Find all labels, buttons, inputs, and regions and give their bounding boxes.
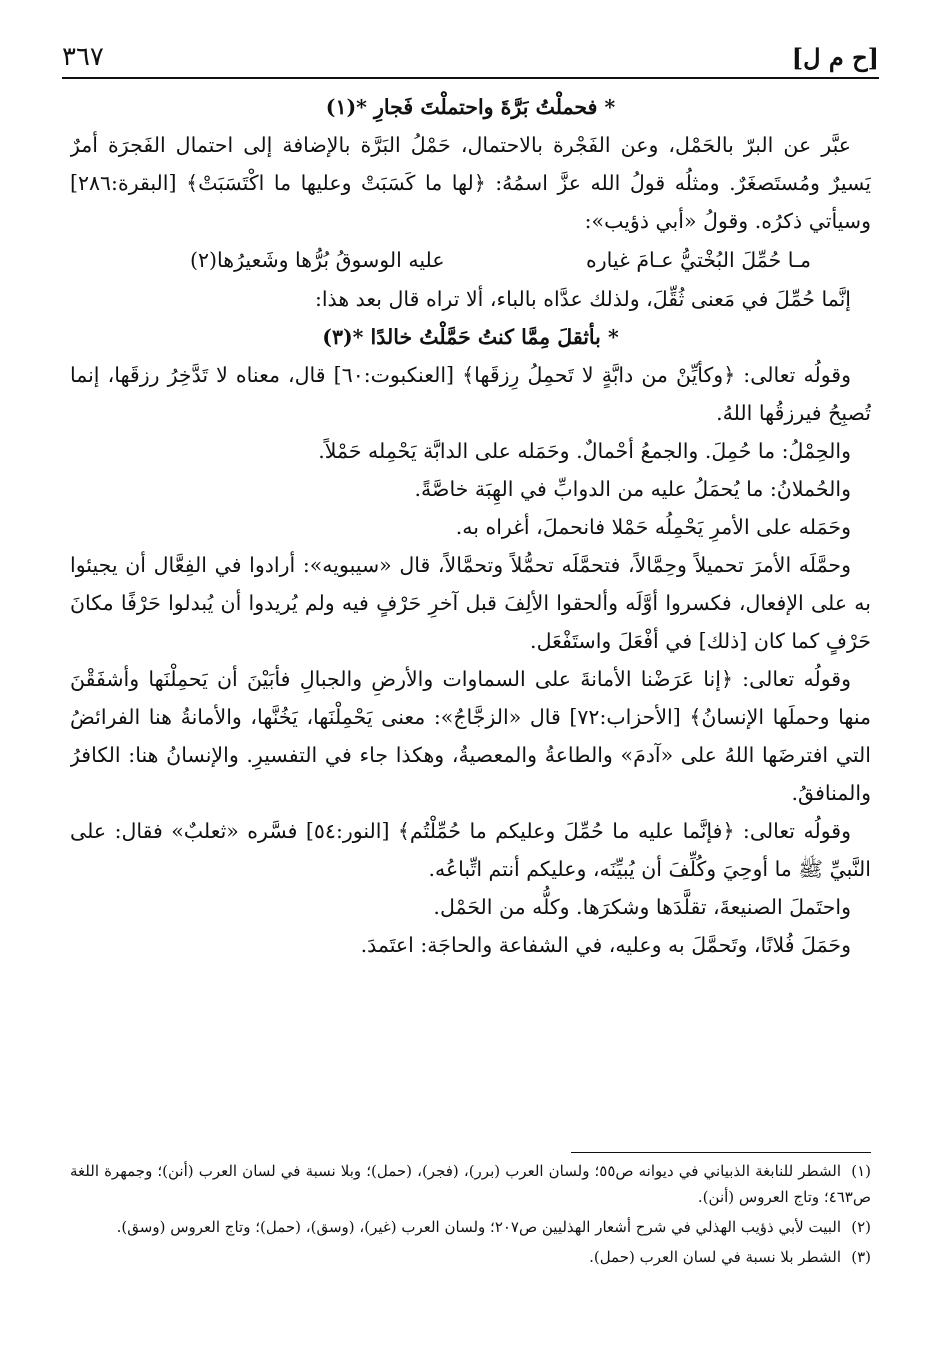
footnote-number: (٢) [851,1218,871,1236]
paragraph: وقولُه تعالى: ﴿وكأيِّنْ من دابَّةٍ لا تَحمِلُ رِزقَها﴾ [العنكبوت:٦٠] قال، معناه لا تَدَّخِرُ رزقَها، إنما تُصبِحُ فيرزقُها اللهُ. [70,363,871,425]
verse-second-hemistich: عليه الوسوقُ بُرُّها وشَعيرُها(٢) [190,248,445,272]
footnotes [70,1158,871,1338]
page-number: ٣٦٧ [62,42,104,72]
poetic-citation-3: * بأثقلَ مِمَّا كنتُ حَمَّلْتُ خالدًا *(٣) [322,325,619,349]
footnote-text: البيت لأبي ذؤيب الهذلي في شرح أشعار الهذليين ص٢٠٧؛ ولسان العرب (غير)، (وسق)، (حمل)؛ وتاج العروس (وسق). [116,1218,841,1236]
header-rule [62,77,879,79]
paragraph: وحَمَله على الأمرِ يَحْمِلُه حَمْلا فانحملَ، أغراه به. [455,515,851,539]
footnote-number: (٣) [851,1248,871,1266]
paragraph: واحتَملَ الصنيعةَ، تقلَّدَها وشكرَها. وكلُّه من الحَمْل. [433,895,851,919]
footnote-number: (١) [851,1162,871,1180]
footnote [70,1158,871,1210]
footnote-rule [571,1152,871,1153]
paragraph: وقولُه تعالى: ﴿إنا عَرَضْنا الأمانةَ على السماوات والأرضِ والجبالِ فأبَيْنَ أن يَحمِلْنَها وأشفَقْنَ منها وحملَها الإنسانُ﴾ [الأحزاب:٧٢] قال «الزجَّاجُ»: معنى يَحْمِلْنَها، يَخُنَّها، والأمانةُ هنا الفرائضُ التي افترضَها اللهُ على «آدمَ» والطاعةُ والمعصيةُ، وهكذا جاء في التفسيرِ. والإنسانُ هنا: الكافرُ والمنافقُ. [70,667,871,805]
paragraph: وحمَّلَه الأمرَ تحميلاً وحِمَّالاً، فتحمَّلَه تحمُّلاً وتحمَّالاً، قال «سيبويه»: أرادوا في الفِعَّال أن يجيئوا به على الإفعال، فكسروا أوَّلَه وألحقوا الألِفَ قبل آخرِ حَرْفٍ فيه ولم يُريدوا أن يُبدلوا حَرْفًا مكانَ حَرْفٍ كما كان [ذلك] في أفْعَلَ واستَفْعَل. [70,553,871,653]
paragraph: وحَمَلَ فُلانًا، وتَحمَّلَ به وعليه، في الشفاعة والحاجَة: اعتَمدَ. [360,933,851,957]
footnote [70,1214,871,1240]
footnote [70,1244,871,1270]
paragraph: والحِمْلُ: ما حُمِلَ. والجمعُ أحْمالٌ. وحَمَله على الدابَّة يَحْمِله حَمْلاً. [318,439,851,463]
main-text [70,88,871,1153]
footnote-text: الشطر بلا نسبة في لسان العرب (حمل). [589,1248,841,1266]
running-head [62,28,879,70]
poetic-citation-1: * فحملْتُ بَرَّةَ واحتملْتَ فَجارِ *(١) [325,95,616,119]
verse-first-hemistich: مـا حُمِّلَ البُخْتيُّ عـامَ غياره [586,248,811,272]
paragraph: إنَّما حُمِّلَ في مَعنى ثُقِّلَ، ولذلك عدَّاه بالباء، ألا تراه قال بعد هذا: [314,287,851,311]
paragraph: والحُملانُ: ما يُحمَلُ عليه من الدوابِّ في الهِبَة خاصَّةً. [414,477,851,501]
paragraph: عبَّر عن البرّ بالحَمْل، وعن الفَجْرة بالاحتمال، حَمْلُ البَرَّة بالإضافة إلى احتمال الفَجرَة أمرٌ يَسيرٌ ومُستَصغَرٌ. ومثلُه قولُ الله عزَّ اسمُهُ: ﴿لها ما كَسَبَتْ وعليها ما اكْتَسَبَتْ﴾ [البقرة:٢٨٦] وسيأتي ذكرُه. وقولُ «أبي ذؤيب»: [70,133,871,233]
poetry-verse [70,240,871,280]
paragraph: وقولُه تعالى: ﴿فإنَّما عليه ما حُمِّلَ وعليكم ما حُمِّلْتُم﴾ [النور:٥٤] فسَّره «ثعلبٌ» فقال: على النَّبيِّ ﷺ ما أوحِيَ وكُلِّفَ أن يُبيِّنَه، وعليكم أنتم اتِّباعُه. [70,819,871,881]
footnote-text: الشطر للنابغة الذبياني في ديوانه ص٥٥؛ ولسان العرب (برر)، (فجر)، (حمل)؛ وبلا نسبة في لسان العرب (أنن)؛ وجمهرة اللغة ص٤٦٣؛ وتاج العروس (أنن). [70,1162,871,1206]
entry-root: [ح م ل] [791,43,879,72]
